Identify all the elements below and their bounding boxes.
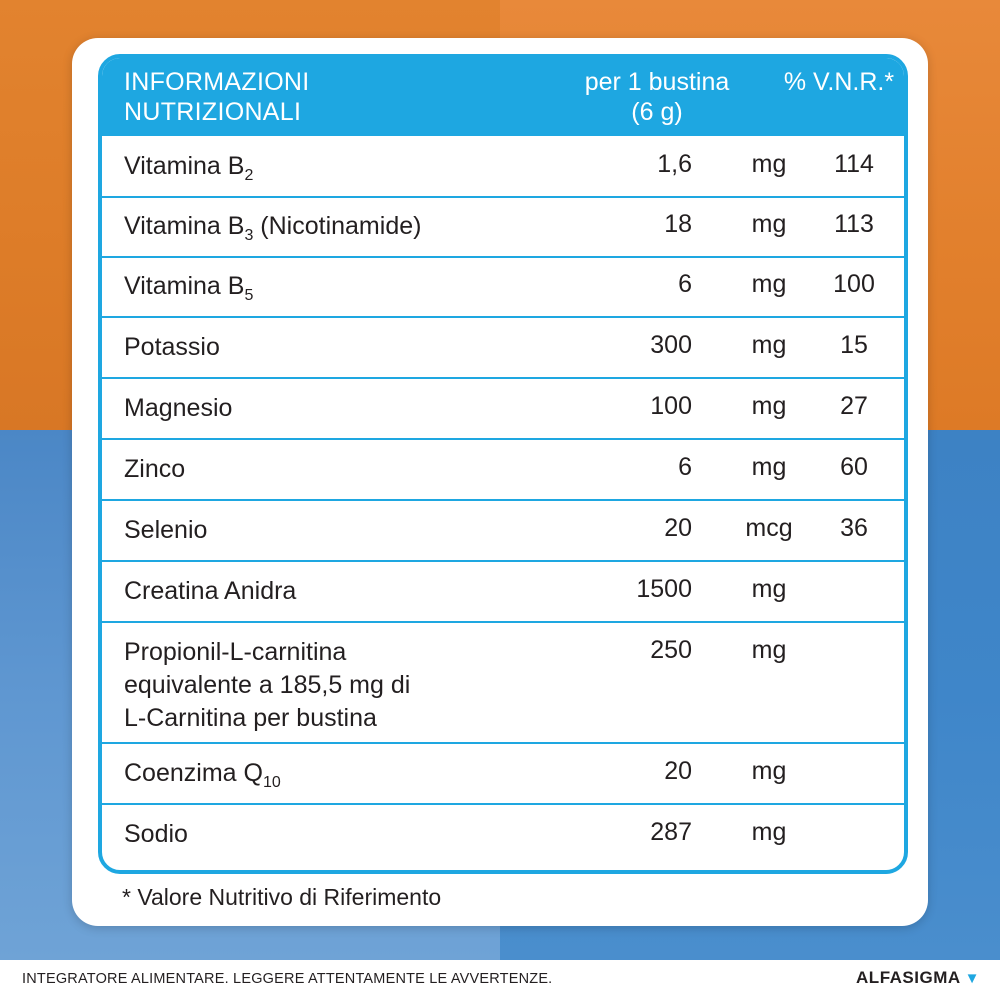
nutrient-unit: mg xyxy=(751,150,787,178)
nutrient-name: Creatina Anidra xyxy=(124,577,297,605)
nutrient-unit: mg xyxy=(751,818,787,846)
nutrient-name: Coenzima $Q_{10}$ xyxy=(124,759,281,791)
nutrient-unit: mg xyxy=(751,270,787,298)
nutrient-vnr: 60 xyxy=(840,453,868,481)
table-row xyxy=(102,744,904,805)
nutrient-vnr: 36 xyxy=(840,514,868,542)
nutrient-subscript: 3 xyxy=(244,227,254,244)
table-row xyxy=(102,623,904,744)
nutrient-unit: mg xyxy=(751,210,787,238)
table-header-serving-line1: per 1 bustina xyxy=(584,68,730,96)
nutrient-name: Vitamina $B_3$ (Nicotinamide) xyxy=(124,212,422,244)
nutrient-name-line2: equivalente a 185,5 mg di xyxy=(124,671,411,699)
table-row xyxy=(102,562,904,623)
table-header-title xyxy=(124,67,454,127)
nutrient-unit: mg xyxy=(751,392,787,420)
nutrient-vnr: 27 xyxy=(840,392,868,420)
nutrition-card xyxy=(72,38,928,926)
nutrient-name: Zinco xyxy=(124,455,186,483)
table-header-serving-line2: (6 g) xyxy=(631,98,683,126)
nutrient-value: 1500 xyxy=(636,575,692,603)
table-row xyxy=(102,501,904,562)
nutrient-value: 100 xyxy=(650,392,692,420)
brand-logo-text: ALFASIGMA xyxy=(856,968,961,987)
nutrient-value: 287 xyxy=(650,818,692,846)
nutrient-vnr: 15 xyxy=(840,331,868,359)
nutrient-name: Potassio xyxy=(124,333,220,361)
nutrient-name-line1: Propionil-L-carnitina xyxy=(124,638,347,666)
table-row xyxy=(102,379,904,440)
nutrient-vnr: 100 xyxy=(833,270,875,298)
legal-disclaimer: INTEGRATORE ALIMENTARE. LEGGERE ATTENTAMENTE LE AVVERTENZE. xyxy=(22,971,553,987)
nutrient-name: Vitamina $B_2$ xyxy=(124,152,254,184)
brand-logo xyxy=(856,968,980,988)
nutrient-value: 250 xyxy=(650,636,692,664)
table-row xyxy=(102,136,904,198)
nutrient-name: Selenio xyxy=(124,516,208,544)
nutrient-subscript: 10 xyxy=(262,774,281,791)
nutrient-value: 1,6 xyxy=(657,150,692,178)
nutrient-unit: mcg xyxy=(745,514,793,542)
nutrient-unit: mg xyxy=(751,636,787,664)
nutrient-name xyxy=(124,636,410,735)
nutrition-table xyxy=(98,54,908,874)
table-header xyxy=(102,58,904,136)
nutrient-subscript: 2 xyxy=(244,167,254,184)
nutrient-unit: mg xyxy=(751,575,787,603)
nutrient-vnr: 114 xyxy=(834,150,874,178)
footer-bar xyxy=(0,960,1000,1000)
nutrient-unit: mg xyxy=(751,453,787,481)
brand-mark-icon: ▼ xyxy=(964,970,980,987)
nutrient-value: 6 xyxy=(678,270,692,298)
nutrient-value: 20 xyxy=(664,757,692,785)
table-header-vnr: % V.N.R.* xyxy=(783,68,895,96)
table-header-title-line2: NUTRIZIONALI xyxy=(124,98,302,126)
table-header-title-line1: INFORMAZIONI xyxy=(124,68,310,96)
nutrient-unit: mg xyxy=(751,757,787,785)
table-header-serving xyxy=(532,67,782,127)
nutrient-value: 6 xyxy=(678,453,692,481)
table-row xyxy=(102,440,904,501)
nutrient-value: 18 xyxy=(664,210,692,238)
table-row xyxy=(102,198,904,258)
nutrient-value: 300 xyxy=(650,331,692,359)
nutrient-name-line3: L-Carnitina per bustina xyxy=(124,704,377,732)
table-row xyxy=(102,258,904,318)
nutrient-vnr: 113 xyxy=(834,210,874,238)
footnote-vnr: * Valore Nutritivo di Riferimento xyxy=(122,884,442,910)
nutrient-name: Sodio xyxy=(124,820,188,848)
nutrient-name: Magnesio xyxy=(124,394,233,422)
nutrient-subscript: 5 xyxy=(244,287,254,304)
nutrient-name: Vitamina $B_5$ xyxy=(124,272,254,304)
nutrient-value: 20 xyxy=(664,514,692,542)
nutrient-unit: mg xyxy=(751,331,787,359)
table-row xyxy=(102,318,904,379)
table-row xyxy=(102,805,904,866)
